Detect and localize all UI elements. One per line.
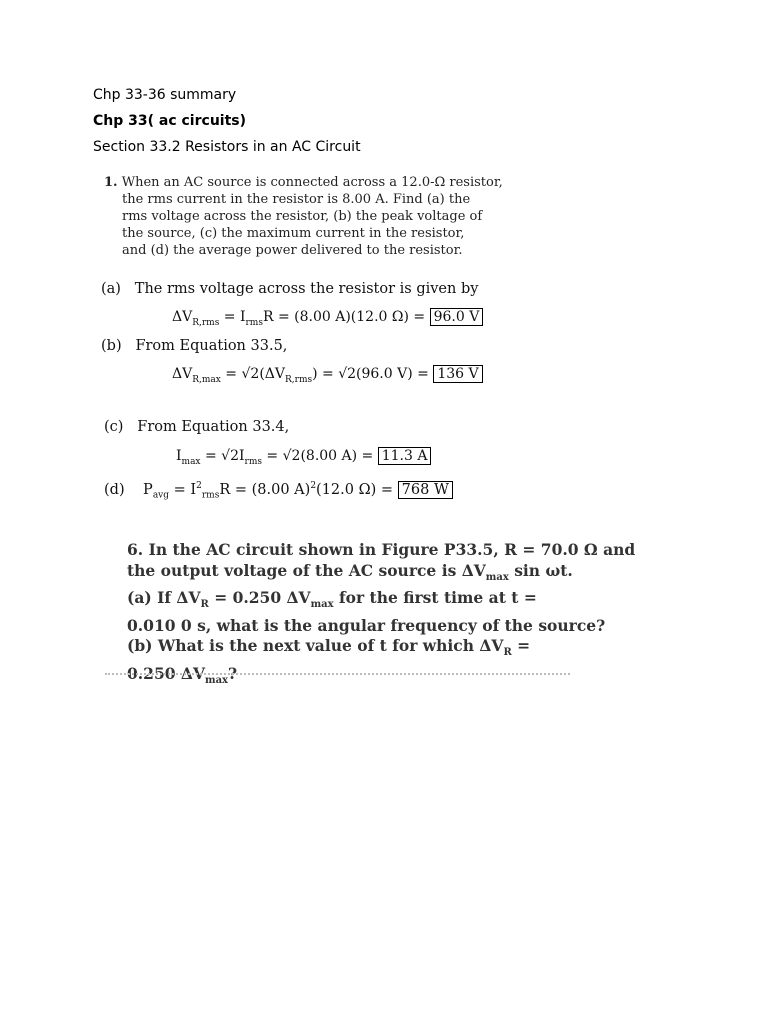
eq-sub: R,rms — [285, 374, 313, 385]
eq-term: P — [143, 481, 153, 498]
eq-sub: R,rms — [192, 317, 220, 328]
problem-6-line — [127, 588, 635, 616]
problem-1-line: and (d) the average power delivered to the resistor. — [122, 243, 463, 258]
solution-c — [104, 419, 289, 435]
eq-term: = I — [169, 481, 197, 498]
cropped-text-edge — [105, 673, 570, 679]
eq-sup: 2 — [310, 481, 317, 491]
problem-6-text: = — [511, 636, 531, 656]
problem-6 — [127, 540, 635, 691]
problem-6-text: = 0.250 ΔV — [208, 588, 311, 608]
answer-box: 136 V — [433, 365, 482, 383]
problem-6-text: for the first time at t = — [333, 588, 537, 608]
problem-6-sub: R — [200, 599, 209, 611]
eq-sub: rms — [244, 456, 262, 467]
solution-a — [101, 281, 478, 297]
answer-box: 768 W — [398, 481, 453, 499]
problem-6-text: (a) If ΔV — [127, 588, 201, 608]
equation-c — [176, 448, 431, 467]
answer-box: 96.0 V — [430, 308, 484, 326]
eq-term: ) = √2(96.0 V) = — [312, 366, 434, 382]
problem-1 — [104, 174, 503, 259]
equation-b — [172, 366, 483, 385]
answer-box: 11.3 A — [378, 447, 432, 465]
eq-term: ΔV — [172, 309, 193, 325]
problem-1-line: rms voltage across the resistor, (b) the peak voltage of — [122, 209, 483, 224]
problem-1-line: the source, (c) the maximum current in the resistor, — [122, 226, 465, 241]
eq-sup: 2 — [196, 481, 202, 491]
problem-6-text: ? — [228, 663, 238, 683]
problem-6-line: 0.010 0 s, what is the angular frequency of the source? — [127, 615, 606, 635]
problem-6-line — [127, 636, 635, 664]
eq-sub: avg — [152, 490, 170, 501]
eq-term: I — [176, 448, 182, 464]
problem-1-line: When an AC source is connected across a 12.0-Ω resistor, — [121, 175, 503, 190]
page-heading: Chp 33-36 summary — [93, 87, 237, 103]
eq-sub: R,max — [192, 374, 221, 385]
solution-d — [104, 481, 453, 501]
eq-term: (12.0 Ω) = — [316, 481, 398, 498]
problem-6-sub: max — [204, 674, 229, 686]
part-label: (b) — [101, 338, 122, 354]
chapter-heading: Chp 33( ac circuits) — [93, 113, 247, 129]
part-text: From Equation 33.5, — [135, 338, 288, 354]
problem-1-number: 1. — [104, 175, 118, 190]
eq-term: ΔV — [172, 366, 193, 382]
eq-sub: rms — [245, 317, 263, 328]
equation-a — [172, 309, 483, 328]
eq-term: = √2I — [200, 448, 245, 464]
problem-6-text: 0.250 ΔV — [127, 663, 205, 683]
eq-term: = I — [219, 309, 246, 325]
section-heading: Section 33.2 Resistors in an AC Circuit — [93, 139, 361, 155]
eq-term: R = (8.00 A) — [219, 481, 311, 498]
part-text: The rms voltage across the resistor is given by — [134, 281, 479, 297]
eq-term: = √2(ΔV — [220, 366, 286, 382]
part-label: (c) — [104, 419, 124, 435]
eq-term: R = (8.00 A)(12.0 Ω) = — [262, 309, 430, 325]
problem-6-text: (b) What is the next value of t for which ΔV — [127, 636, 504, 656]
part-text: From Equation 33.4, — [137, 419, 290, 435]
eq-sub: max — [181, 456, 201, 467]
problem-6-text: In the AC circuit shown in Figure P33.5, R = 70.0 Ω and — [148, 540, 636, 559]
problem-6-sub: R — [503, 647, 512, 659]
problem-6-line — [127, 540, 635, 561]
problem-6-line — [127, 561, 635, 589]
eq-term: = √2(8.00 A) = — [261, 448, 378, 464]
eq-sub: rms — [201, 490, 220, 501]
part-label: (d) — [104, 481, 125, 498]
problem-6-text: the output voltage of the AC source is ΔV — [127, 560, 486, 580]
problem-6-text: sin ωt. — [508, 560, 573, 580]
problem-1-line: the rms current in the resistor is 8.00 A. Find (a) the — [122, 192, 471, 207]
problem-6-sub: max — [310, 599, 334, 611]
problem-6-sub: max — [485, 571, 509, 583]
part-label: (a) — [101, 281, 121, 297]
problem-6-number: 6. — [127, 540, 144, 559]
solution-b — [101, 338, 287, 354]
